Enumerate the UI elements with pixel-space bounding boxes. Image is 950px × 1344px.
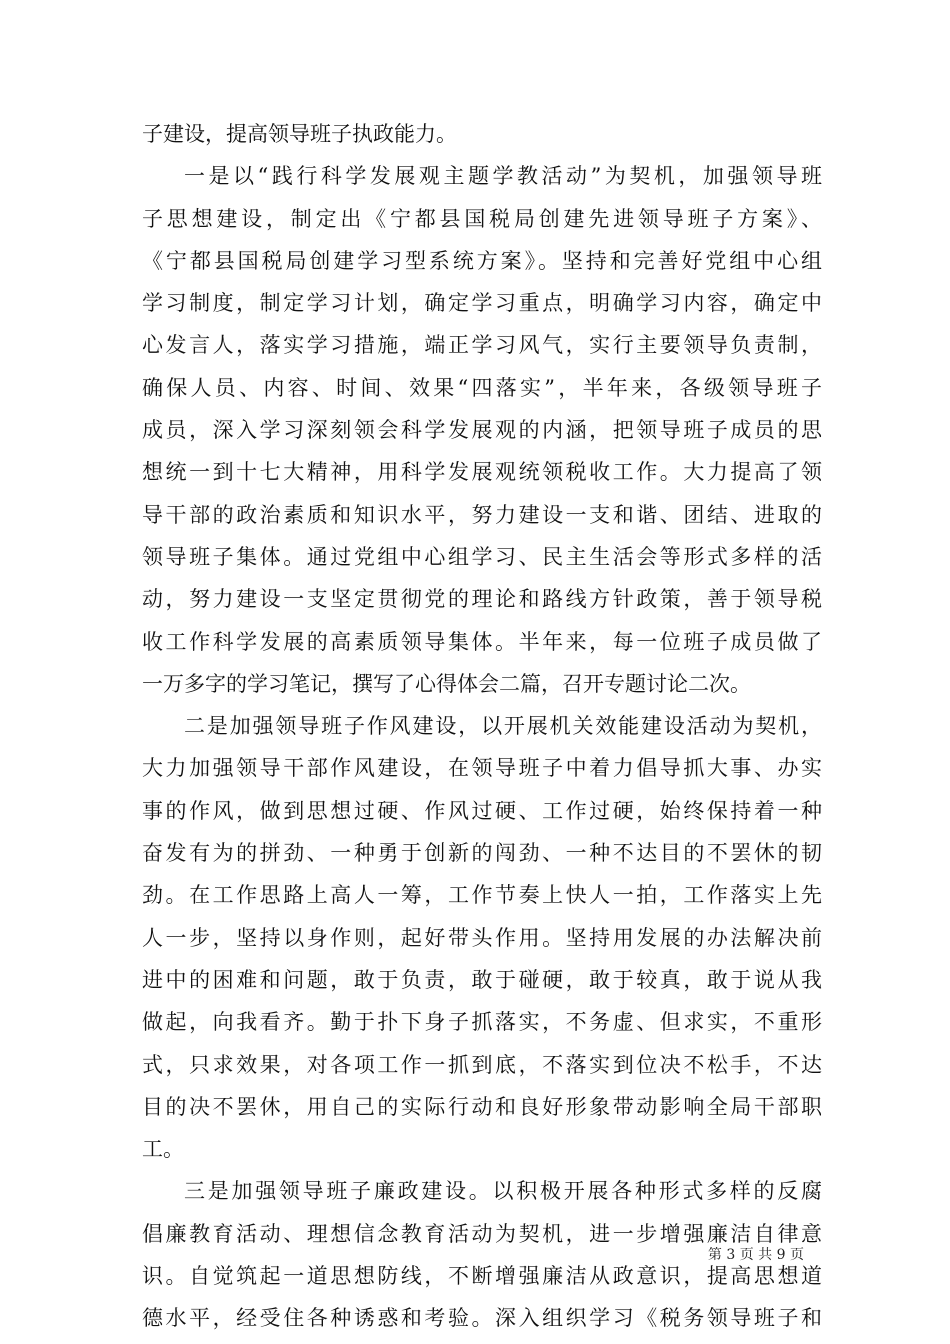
text-line: 确保人员、内容、时间、效果“四落实”，半年来，各级领导班子 [142,375,822,400]
text-line: 工。 [142,1137,184,1162]
text-line: 一是以“践行科学发展观主题学教活动”为契机，加强领导班 [184,164,822,189]
text-line: 想统一到十七大精神，用科学发展观统领税收工作。大力提高了领 [142,460,822,485]
text-line: 倡廉教育活动、理想信念教育活动为契机，进一步增强廉洁自律意 [142,1221,822,1246]
text-line: 进中的困难和问题，敢于负责，敢于碰硬，敢于较真，敢于说从我 [142,967,822,992]
text-line: 心发言人，落实学习措施，端正学习风气，实行主要领导负责制， [142,333,822,358]
text-line: 三是加强领导班子廉政建设。以积极开展各种形式多样的反腐 [184,1179,822,1204]
text-line: 领导班子集体。通过党组中心组学习、民主生活会等形式多样的活 [142,544,822,569]
text-line: 导干部的政治素质和知识水平，努力建设一支和谐、团结、进取的 [142,502,822,527]
text-line: 德水平，经受住各种诱惑和考验。深入组织学习《税务领导班子和 [142,1306,822,1331]
text-line: 劲。在工作思路上高人一筹，工作节奏上快人一拍，工作落实上先 [142,883,822,908]
text-line: 大力加强领导干部作风建设，在领导班子中着力倡导抓大事、办实 [142,756,822,781]
text-line: 做起，向我看齐。勤于扑下身子抓落实，不务虚、但求实，不重形 [142,1010,822,1035]
text-line: 人一步，坚持以身作则，起好带头作用。坚持用发展的办法解决前 [142,925,822,950]
page-number: 第 3 页 共 9 页 [707,1247,804,1263]
text-line: 动，努力建设一支坚定贯彻党的理论和路线方针政策，善于领导税 [142,587,822,612]
text-line: 子思想建设，制定出《宁都县国税局创建先进领导班子方案》、 [142,206,822,231]
text-line: 《宁都县国税局创建学习型系统方案》。坚持和完善好党组中心组 [142,248,822,273]
text-line: 奋发有为的拼劲、一种勇于创新的闯劲、一种不达目的不罢休的韧 [142,841,822,866]
text-line: 事的作风，做到思想过硬、作风过硬、工作过硬，始终保持着一种 [142,798,822,823]
text-line: 识。自觉筑起一道思想防线，不断增强廉洁从政意识，提高思想道 [142,1264,822,1289]
text-line: 二是加强领导班子作风建设，以开展机关效能建设活动为契机， [184,714,822,739]
text-line: 成员，深入学习深刻领会科学发展观的内涵，把领导班子成员的思 [142,418,822,443]
text-line: 收工作科学发展的高素质领导集体。半年来，每一位班子成员做了 [142,629,822,654]
text-line: 目的决不罢休，用自己的实际行动和良好形象带动影响全局干部职 [142,1094,822,1119]
text-line: 式，只求效果，对各项工作一抓到底，不落实到位决不松手，不达 [142,1052,822,1077]
text-line: 子建设，提高领导班子执政能力。 [142,122,457,146]
text-line: 学习制度，制定学习计划，确定学习重点，明确学习内容，确定中 [142,291,822,316]
document-body [142,113,822,1340]
text-line: 一万多字的学习笔记，撰写了心得体会二篇，召开专题讨论二次。 [142,671,751,696]
